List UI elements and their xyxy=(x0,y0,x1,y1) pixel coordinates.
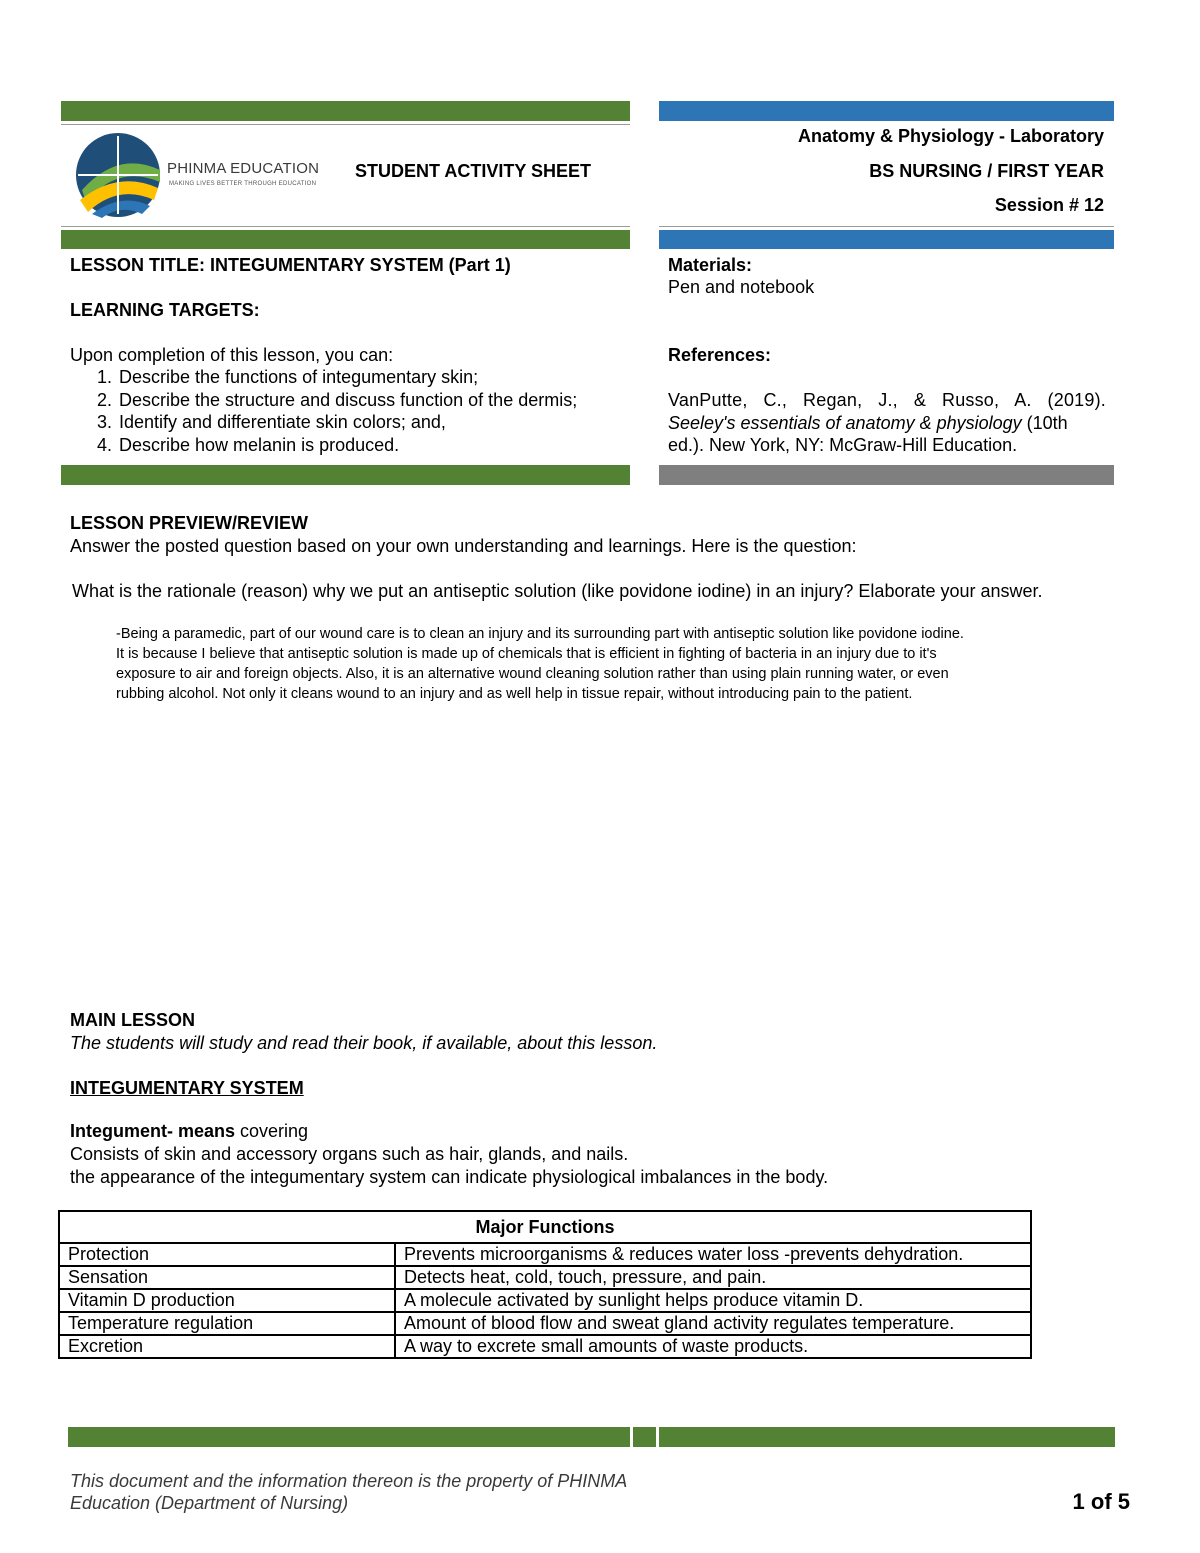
function-description: A way to excrete small amounts of waste products. xyxy=(395,1335,1031,1358)
footer-notice-line: Education (Department of Nursing) xyxy=(70,1493,349,1513)
page-number: 1 of 5 xyxy=(1072,1489,1130,1514)
references-heading: References: xyxy=(668,345,772,365)
materials-text: Pen and notebook xyxy=(668,277,815,297)
session-number: Session # 12 xyxy=(994,195,1104,215)
lesson-title: LESSON TITLE: INTEGUMENTARY SYSTEM (Part 1) xyxy=(70,255,511,275)
footer-bar-right xyxy=(659,1427,1115,1447)
target-item: 3. Identify and differentiate skin colors; and, xyxy=(117,411,677,434)
learning-targets-heading: LEARNING TARGETS: xyxy=(70,300,260,320)
header-divider-left xyxy=(61,124,630,125)
answer-line: -Being a paramedic, part of our wound care is to clean an injury and its surrounding part with antiseptic solution like povidone iodine. xyxy=(116,626,964,642)
function-name: Vitamin D production xyxy=(59,1289,395,1312)
function-name: Sensation xyxy=(59,1266,395,1289)
phinma-logo xyxy=(72,130,322,220)
course-name: Anatomy & Physiology - Laboratory xyxy=(797,126,1104,146)
header-bar-right-bottom xyxy=(659,230,1114,249)
topic-heading: INTEGUMENTARY SYSTEM xyxy=(70,1078,304,1098)
function-description: Amount of blood flow and sweat gland activity regulates temperature. xyxy=(395,1312,1031,1335)
function-description: A molecule activated by sunlight helps produce vitamin D. xyxy=(395,1289,1031,1312)
reference-edition: (10th xyxy=(1021,413,1068,433)
footer-notice xyxy=(70,1470,770,1514)
answer-line: exposure to air and foreign objects. Also, it is an alternative wound cleaning solution rather than using plain running water, or even xyxy=(116,666,949,682)
header-bar-left-bottom xyxy=(61,230,630,249)
definition-term: Integument- means xyxy=(70,1121,236,1141)
reference-line-2 xyxy=(668,412,1108,434)
target-item: 1. Describe the functions of integumentary skin; xyxy=(117,366,677,389)
answer-line: It is because I believe that antiseptic solution is made up of chemicals that is efficient in fighting of bacteria in an injury due to it's xyxy=(116,646,937,662)
student-answer xyxy=(116,624,1116,704)
table-header: Major Functions xyxy=(59,1211,1031,1243)
targets-intro: Upon completion of this lesson, you can: xyxy=(70,345,394,365)
section-bar-right xyxy=(659,465,1114,485)
section-bar-left xyxy=(61,465,630,485)
table-row xyxy=(59,1335,1031,1358)
table-row xyxy=(59,1243,1031,1266)
header-bar-left-top xyxy=(61,101,630,121)
definition-meaning: covering xyxy=(235,1121,309,1141)
major-functions-table xyxy=(58,1210,1032,1359)
footer-notice-line: This document and the information thereon is the property of PHINMA xyxy=(70,1471,628,1491)
target-item: 4. Describe how melanin is produced. xyxy=(117,434,677,457)
phinma-logo-icon xyxy=(72,130,164,220)
function-name: Temperature regulation xyxy=(59,1312,395,1335)
preview-instruction: Answer the posted question based on your own understanding and learnings. Here is the question: xyxy=(70,536,857,556)
footer-bar-left xyxy=(68,1427,630,1447)
footer-bar-middle xyxy=(633,1427,656,1447)
table-row xyxy=(59,1312,1031,1335)
header-divider-bottom-right xyxy=(659,226,1114,227)
sheet-title: STUDENT ACTIVITY SHEET xyxy=(355,161,592,181)
header-divider-bottom-left xyxy=(61,226,630,227)
reference-book-title: Seeley's essentials of anatomy & physiology xyxy=(668,413,1022,433)
header-bar-right-top xyxy=(659,101,1114,121)
function-name: Protection xyxy=(59,1243,395,1266)
preview-question: What is the rationale (reason) why we put an antiseptic solution (like povidone iodine) in an injury? Elaborate your answer. xyxy=(72,581,1043,601)
function-description: Detects heat, cold, touch, pressure, and pain. xyxy=(395,1266,1031,1289)
main-lesson-note: The students will study and read their book, if available, about this lesson. xyxy=(70,1033,658,1053)
function-description: Prevents microorganisms & reduces water loss -prevents dehydration. xyxy=(395,1243,1031,1266)
logo-tagline: MAKING LIVES BETTER THROUGH EDUCATION xyxy=(169,181,317,187)
logo-text: PHINMA EDUCATION xyxy=(167,160,320,177)
learning-targets-list xyxy=(70,366,677,456)
answer-line: rubbing alcohol. Not only it cleans wound to an injury and as well help in tissue repair, without introducing pain to the patient. xyxy=(116,686,913,702)
target-item: 2. Describe the structure and discuss function of the dermis; xyxy=(117,389,677,412)
table-row xyxy=(59,1266,1031,1289)
function-name: Excretion xyxy=(59,1335,395,1358)
table-row xyxy=(59,1289,1031,1312)
program-name: BS NURSING / FIRST YEAR xyxy=(869,161,1104,181)
definition-line-3: the appearance of the integumentary system can indicate physiological imbalances in the body. xyxy=(70,1167,829,1187)
main-lesson-heading: MAIN LESSON xyxy=(70,1010,196,1030)
materials-heading: Materials: xyxy=(668,255,753,275)
reference-line-3: ed.). New York, NY: McGraw-Hill Education. xyxy=(668,435,1018,455)
preview-heading: LESSON PREVIEW/REVIEW xyxy=(70,513,309,533)
table-header-row xyxy=(59,1211,1031,1243)
definition-line-2: Consists of skin and accessory organs such as hair, glands, and nails. xyxy=(70,1144,629,1164)
reference-line-1: VanPutte, C., Regan, J., & Russo, A. (2019). xyxy=(668,390,1106,410)
definition-line xyxy=(70,1120,970,1142)
